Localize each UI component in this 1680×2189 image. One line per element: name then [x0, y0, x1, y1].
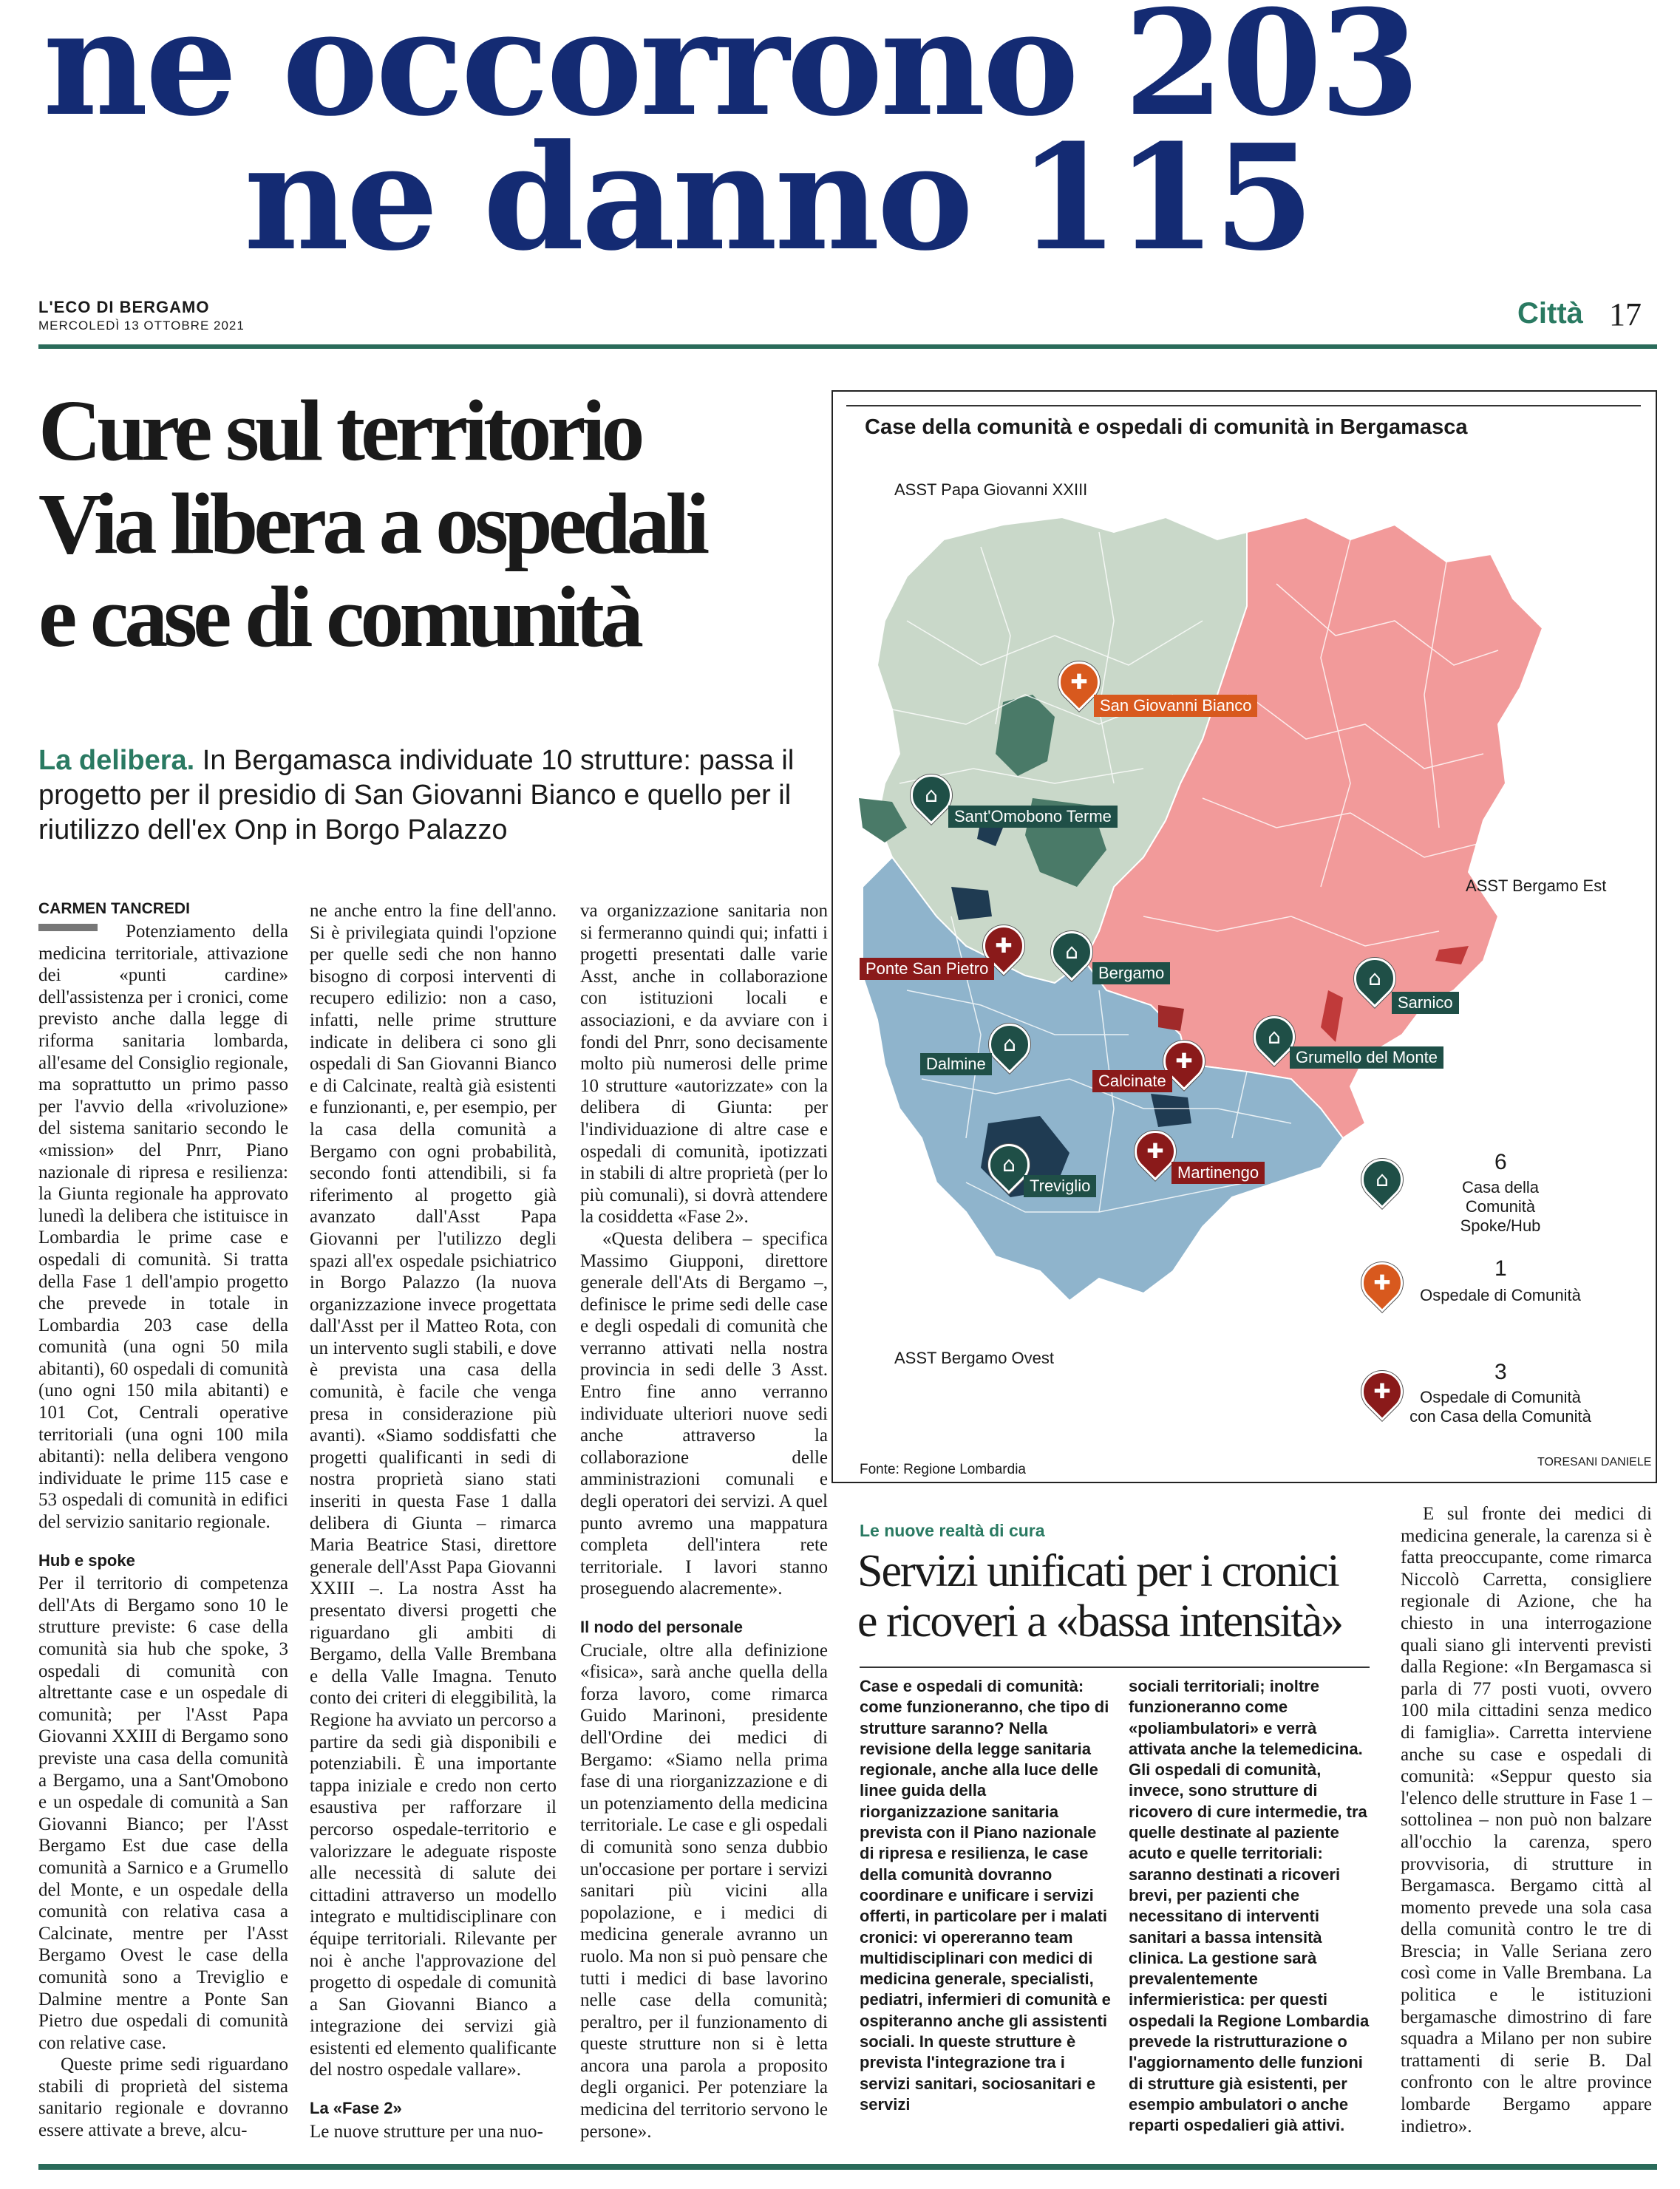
col2-paragraph-1: ne anche entro la fine dell'anno. Si è privilegiata quindi l'opzione per quelle sedi che non hanno bisogno di corposi interventi di recupero edilizio: non a caso, infatti, nelle prime strutture indicate in delibera ci sono gli ospedali di San Giovanni Bianco e di Calcinate, realtà già esistenti e funzionanti, e, per esempio, per la casa della comunità a Bergamo con ogni probabilità, secondo fonti attendibili, si fa riferimento al progetto già avanzato dall'Asst Papa Giovanni per l'utilizzo degli spazi all'ex ospedale psichiatrico in Borgo Palazzo (la nuova organizzazione invece progettata dall'Asst per il Matteo Rota, con un intervento sugli stabili, e dove è prevista una casa della comunità, è facile che venga presa in considerazione più avanti). «Siamo soddisfatti che progetti qualificanti in sedi di nostra proprietà siano stati inseriti in questa Fase 1 dalla delibera di Giunta – rimarca Maria Beatrice Stasi, direttore generale dell'Asst Papa Giovanni XXIII –. La nostra Asst ha presentato diversi progetti che riguardano gli ambiti di Bergamo, della Valle Brembana e della Valle Imagna. Tenuto conto dei criteri di eleggibilità, la Regione ha avviato un percorso a partire da sedi già disponibili e potenziabili. È una importante tappa iniziale e credo non certo esaustiva per rafforzare il percorso ospedale-territorio e valorizzare le adeguate risposte alle necessità di salute dei cittadini attraverso un modello integrato e multidisciplinare con équipe territoriali. Rilevante per noi è anche l'approvazione del progetto di ospedale di comunità a San Giovanni Bianco a integrazione dei servizi già esistenti ed elemento qualificante del nostro ospedale vallare». [310, 901, 557, 2080]
legend-casa-line2: Spoke/Hub [1460, 1216, 1541, 1235]
house-icon: ⌂ [980, 1015, 1038, 1073]
map-title-rule [846, 405, 1641, 406]
sidebar-headline-line-2: e ricoveri a «bassa intensità» [857, 1596, 1343, 1647]
legend-casa-count: 6 [1494, 1150, 1507, 1174]
label-asst-bergamo-ovest: ASST Bergamo Ovest [894, 1349, 1055, 1367]
legend-entrambi-line2: con Casa della Comunità [1409, 1407, 1591, 1426]
sidebar-headline [857, 1546, 1419, 1647]
deck-text: In Bergamasca individuate 10 strutture: passa il progetto per il presidio di San Giovanni Bianco e quello per il riutilizzo dell'ex Onp in Borgo Palazzo [38, 745, 795, 845]
legend-casa-label [1426, 1178, 1574, 1236]
label-asst-bergamo-est: ASST Bergamo Est [1466, 876, 1607, 895]
legend-ospedale-label: Ospedale di Comunità [1420, 1286, 1581, 1304]
page-number: 17 [1609, 296, 1642, 333]
place-bergamo: Bergamo [1092, 962, 1170, 984]
deck [38, 743, 815, 848]
col1-paragraph-2: Per il territorio di competenza dell'Ats di Bergamo sono 10 le strutture previste: 6 case della comunità sia hub che spoke, 3 ospedali di comunità con altrettante case e un ospedale di comunità; per l'Asst Papa Giovanni XXIII di Bergamo sono previste una casa della comunità a Bergamo, una a Sant'Omobono e un ospedale di comunità a San Giovanni Bianco; per l'Asst Bergamo Est due case della comunità a Sarnico e a Grumello del Monte, e un ospedale della comunità con relativa casa a Calcinate, mentre per l'Asst Bergamo Ovest le case della comunità sono a Treviglio e Dalmine mentre a Ponte San Pietro due ospedali di comunità con relative case. [38, 1573, 288, 2053]
col3-subheading: Il nodo del personale [580, 1618, 744, 1636]
legend-entrambi-count: 3 [1494, 1360, 1507, 1384]
legend-casa-line1: Casa della Comunità [1462, 1178, 1539, 1216]
place-grumello: Grumello del Monte [1290, 1046, 1443, 1069]
legend-ospedale-count: 1 [1494, 1256, 1507, 1281]
sidebar-kicker: Le nuove realtà di cura [860, 1521, 1045, 1540]
col3-paragraph-3: Cruciale, oltre alla definizione «fisica», sarà anche quella della forza lavoro, come rimarca Guido Marinoni, presidente dell'Ordine dei medici di Bergamo: «Siamo nella prima fase di una riorganizzazione e di un potenziamento della medicina territoriale. Le case e gli ospedali di comunità sono senza dubbio un'occasione per portare i servizi sanitari più vicini alla popolazione, e i medici di medicina generale avranno un ruolo. Ma non si può pensare che tutti i medici di base lavorino nelle case della comunità; peraltro, per il funzionamento di queste strutture non si è letta ancora una parola a proposito degli organici. Per potenziare la medicina del territorio servono le persone». [580, 1640, 828, 2142]
place-ponte-san-pietro: Ponte San Pietro [860, 958, 994, 980]
byline: CARMEN TANCREDI [38, 900, 190, 917]
paper-date: MERCOLEDÌ 13 OTTOBRE 2021 [38, 319, 245, 333]
headline-line-3: e case di comunità [38, 568, 639, 665]
col3-paragraph-2: «Questa delibera – specifica Massimo Giupponi, direttore generale dell'Ats di Bergamo –, definisce le prime sedi delle case e degli ospedali di comunità che verranno attivati nella nostra provincia in sedi delle 3 Asst. Entro fine anno verranno individuate ulteriori nuove sedi anche attraverso la collaborazione delle amministrazioni comunali e degli operatori dei servizi. A quel punto avremo una mappatura completa dell'intera rete territoriale. I lavori stanno proseguendo alacremente». [580, 1228, 828, 1599]
col6-paragraph-1: E sul fronte dei medici di medicina generale, la carenza si è fatta preoccupante, come rimarca Niccolò Carretta, consigliere regionale di Azione, che ha chiesto in una interrogazione quali siano gli interventi previsti dalla Regione: «In Bergamasca si parla di 77 posti vuoti, ovvero 100 mila cittadini senza medico di famiglia». Carretta interviene anche su case e ospedali di comunità: «Seppur questo sia l'elenco delle strutture in Fase 1 – sottolinea – non può non balzare all'occhio la carenza, spero provvisoria, di strutture in Bergamasca. Bergamo città al momento prevede una sola casa della comunità contro le tre di Brescia; in Valle Seriana zero così come in Valle Brembana. La politica e le istituzioni bergamasche dimostrino di fare squadra a Milano per non subire trattamenti di serie B. Dal confronto con le altre province lombarde Bergamo appare indietro». [1401, 1504, 1652, 2137]
place-san-giovanni-bianco: San Giovanni Bianco [1094, 695, 1257, 717]
house-icon: ⌂ [902, 766, 960, 824]
house-icon: ⌂ [1042, 922, 1101, 981]
label-asst-papa-giovanni: ASST Papa Giovanni XXIII [894, 480, 1088, 499]
banner-line-2: ne danno 115 [244, 113, 1312, 283]
deck-kicker: La delibera. [38, 745, 195, 776]
legend-entrambi-line1: Ospedale di Comunità [1420, 1388, 1581, 1406]
house-plus-icon: ✚ [1353, 1362, 1411, 1420]
map-credit: TORESANI DANIELE [1537, 1456, 1652, 1468]
article-column-3 [580, 900, 828, 2142]
house-icon: ⌂ [1245, 1007, 1303, 1066]
place-santomobono: Sant'Omobono Terme [948, 806, 1118, 828]
house-plus-icon: ✚ [1154, 1032, 1213, 1090]
sidebar-column-2: sociali territoriali; inoltre funzioneranno come «poliambulatori» e verrà attivata anche la telemedicina. Gli ospedali di comunità, invece, sono strutture di ricovero di cure intermedie, tra quelle destinate al paziente acuto e quelle territoriali: saranno destinati a ricoveri brevi, per pazienti che necessitano di interventi sanitari a bassa intensità clinica. La gestione sarà prevalentemente infermieristica: per questi ospedali la Regione Lombardia prevede la ristrutturazione o l'aggiornamento delle funzioni di strutture già esistenti, per esempio ambulatori o anche reparti ospedalieri già attivi. [1129, 1677, 1370, 2135]
legend-entrambi-label [1408, 1388, 1593, 1426]
area-calcinate [1158, 1005, 1184, 1031]
col3-paragraph-1: va organizzazione sanitaria non si fermeranno quindi qui; infatti i progetti presentati dalle varie Asst, anche in collaborazione con istituzioni locali e associazioni, e da avviare con i fondi del Pnrr, sono decisamente molto più numerosi delle prime 10 strutture «autorizzate» con la delibera di Giunta: per l'individuazione di altre case e ospedali di comunità, ipotizzati in stabili di altre proprietà (per lo più comunali), si dovrà attendere la cosiddetta «Fase 2». [580, 901, 828, 1228]
paper-name: L'ECO DI BERGAMO [38, 298, 210, 316]
sidebar-headline-line-1: Servizi unificati per i cronici [857, 1546, 1339, 1596]
place-calcinate: Calcinate [1092, 1070, 1172, 1092]
article-column-6 [1401, 1503, 1652, 2137]
plus-icon: ✚ [1353, 1253, 1411, 1312]
house-icon: ⌂ [1345, 949, 1404, 1007]
house-icon: ⌂ [1353, 1150, 1411, 1208]
plus-icon: ✚ [1050, 653, 1108, 711]
col2-subheading: La «Fase 2» [310, 2099, 402, 2118]
house-icon: ⌂ [979, 1135, 1038, 1194]
col1-paragraph-1: Potenziamento della medicina territoriale, attivazione dei «punti cardine» dell'assistenza per i cronici, come previsto anche dalla legge di riforma sanitaria lombarda, all'esame del Consiglio regionale, ma soprattutto un primo passo per l'avvio della «rivoluzione» del sistema sanitario secondo le «mission» del Pnrr, Piano nazionale di ripresa e resilienza: la Giunta regionale ha approvato lunedì la delibera che istituisce in Lombardia le prime case e ospedali di comunità. Si tratta della Fase 1 dell'ampio progetto che prevede in totale in Lombardia 203 case della comunità (una ogni 50 mila abitanti), 60 ospedali di comunità (uno ogni 150 mila abitanti) e 101 Cot, Centrali operative territoriali (una ogni 100 mila abitanti): nella delibera vengono individuate le prime 115 case e 53 ospedali di comunità in edifici del servizio sanitario regionale. [38, 922, 288, 1533]
main-headline [38, 384, 807, 664]
col1-subheading: Hub e spoke [38, 1550, 135, 1570]
bottom-rule [38, 2164, 1657, 2170]
place-martinengo: Martinengo [1171, 1162, 1265, 1184]
article-column-2 [310, 900, 557, 2142]
house-plus-icon: ✚ [974, 916, 1033, 975]
banner-line-1: ne occorrono 203 [43, 0, 1418, 149]
map-source: Fonte: Regione Lombardia [860, 1462, 1026, 1477]
place-sarnico: Sarnico [1392, 992, 1459, 1014]
col1-paragraph-3: Queste prime sedi riguardano stabili di proprietà del sistema sanitario regionale e dovranno essere attivate a breve, alcu- [38, 2054, 288, 2141]
top-rule [38, 344, 1657, 349]
headline-line-1: Cure sul territorio [38, 382, 641, 479]
sidebar-column-1: Case e ospedali di comunità: come funzioneranno, che tipo di strutture saranno? Nella revisione della legge sanitaria regionale, anche alla luce delle linee guida della riorganizzazione sanitaria prevista con il Piano nazionale di ripresa e resilienza, le case della comunità dovranno coordinare e unificare i servizi offerti, in particolare per i malati cronici: vi opereranno team multidisciplinari con medici di medicina generale, specialisti, pediatri, infermieri di comunità e ospiteranno anche gli assistenti sociali. In queste strutture è prevista l'integrazione tra i servizi sanitari, sociosanitari e servizi [860, 1677, 1111, 2114]
map-title: Case della comunità e ospedali di comunità in Bergamasca [865, 415, 1468, 439]
section-name: Città [1517, 297, 1583, 330]
place-dalmine: Dalmine [920, 1053, 992, 1075]
sidebar-rule [860, 1667, 1370, 1668]
col2-paragraph-2: Le nuove strutture per una nuo- [310, 2121, 543, 2142]
article-column-1 [38, 921, 288, 2142]
house-plus-icon: ✚ [1126, 1122, 1184, 1180]
headline-line-2: Via libera a ospedali [38, 475, 706, 572]
place-treviglio: Treviglio [1024, 1175, 1096, 1197]
